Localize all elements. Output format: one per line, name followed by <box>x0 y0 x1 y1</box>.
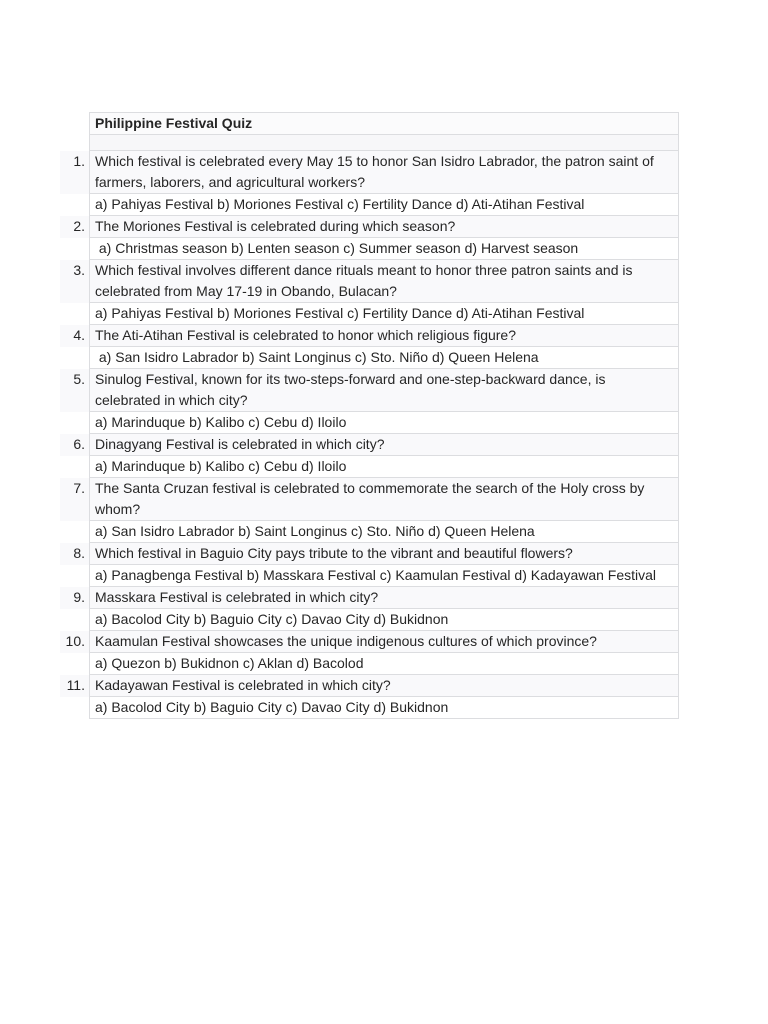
question-row <box>60 325 679 347</box>
quiz-sheet <box>60 112 679 719</box>
answer-row <box>60 347 679 369</box>
answer-row <box>60 521 679 543</box>
answer-row <box>60 412 679 434</box>
question-number: 6. <box>60 434 90 456</box>
answer-options: a) Bacolod City b) Baguio City c) Davao City d) Bukidnon <box>90 609 679 631</box>
question-number: 8. <box>60 543 90 565</box>
question-row <box>60 151 679 194</box>
question-row <box>60 675 679 697</box>
answer-options: a) Christmas season b) Lenten season c) Summer season d) Harvest season <box>90 238 679 260</box>
question-number: 7. <box>60 478 90 521</box>
answer-row <box>60 303 679 325</box>
question-number: 3. <box>60 260 90 303</box>
question-text: The Moriones Festival is celebrated during which season? <box>90 216 679 238</box>
question-number: 1. <box>60 151 90 194</box>
question-text: The Ati-Atihan Festival is celebrated to honor which religious figure? <box>90 325 679 347</box>
question-text: Kaamulan Festival showcases the unique indigenous cultures of which province? <box>90 631 679 653</box>
answer-row <box>60 653 679 675</box>
answer-row <box>60 609 679 631</box>
question-row <box>60 434 679 456</box>
answer-options: a) Pahiyas Festival b) Moriones Festival c) Fertility Dance d) Ati-Atihan Festival <box>90 303 679 325</box>
question-row <box>60 631 679 653</box>
answer-row <box>60 194 679 216</box>
question-number: 9. <box>60 587 90 609</box>
question-row <box>60 369 679 412</box>
question-number: 10. <box>60 631 90 653</box>
question-text: The Santa Cruzan festival is celebrated to commemorate the search of the Holy cross by whom? <box>90 478 679 521</box>
answer-options: a) Quezon b) Bukidnon c) Aklan d) Bacolod <box>90 653 679 675</box>
answer-options: a) Marinduque b) Kalibo c) Cebu d) Iloilo <box>90 412 679 434</box>
title-row <box>60 113 679 135</box>
answer-options: a) Panagbenga Festival b) Masskara Festival c) Kaamulan Festival d) Kadayawan Festival <box>90 565 679 587</box>
question-text: Which festival is celebrated every May 15 to honor San Isidro Labrador, the patron saint of farmers, laborers, and agricultural workers? <box>90 151 679 194</box>
question-number: 4. <box>60 325 90 347</box>
answer-row <box>60 456 679 478</box>
question-number: 5. <box>60 369 90 412</box>
question-row <box>60 260 679 303</box>
question-text: Masskara Festival is celebrated in which city? <box>90 587 679 609</box>
question-text: Sinulog Festival, known for its two-steps-forward and one-step-backward dance, is celebrated in which city? <box>90 369 679 412</box>
question-row <box>60 216 679 238</box>
answer-options: a) San Isidro Labrador b) Saint Longinus c) Sto. Niño d) Queen Helena <box>90 521 679 543</box>
question-text: Which festival involves different dance rituals meant to honor three patron saints and is celebrated from May 17-19 in Obando, Bulacan? <box>90 260 679 303</box>
question-row <box>60 543 679 565</box>
answer-options: a) San Isidro Labrador b) Saint Longinus c) Sto. Niño d) Queen Helena <box>90 347 679 369</box>
question-row <box>60 587 679 609</box>
question-text: Which festival in Baguio City pays tribute to the vibrant and beautiful flowers? <box>90 543 679 565</box>
answer-row <box>60 565 679 587</box>
question-number: 11. <box>60 675 90 697</box>
blank-row <box>60 135 679 151</box>
answer-options: a) Bacolod City b) Baguio City c) Davao City d) Bukidnon <box>90 697 679 719</box>
answer-options: a) Pahiyas Festival b) Moriones Festival c) Fertility Dance d) Ati-Atihan Festival <box>90 194 679 216</box>
answer-row <box>60 238 679 260</box>
answer-row <box>60 697 679 719</box>
quiz-title: Philippine Festival Quiz <box>90 113 679 135</box>
question-text: Kadayawan Festival is celebrated in which city? <box>90 675 679 697</box>
question-number: 2. <box>60 216 90 238</box>
question-text: Dinagyang Festival is celebrated in which city? <box>90 434 679 456</box>
answer-options: a) Marinduque b) Kalibo c) Cebu d) Iloilo <box>90 456 679 478</box>
question-row <box>60 478 679 521</box>
quiz-table <box>60 112 679 719</box>
